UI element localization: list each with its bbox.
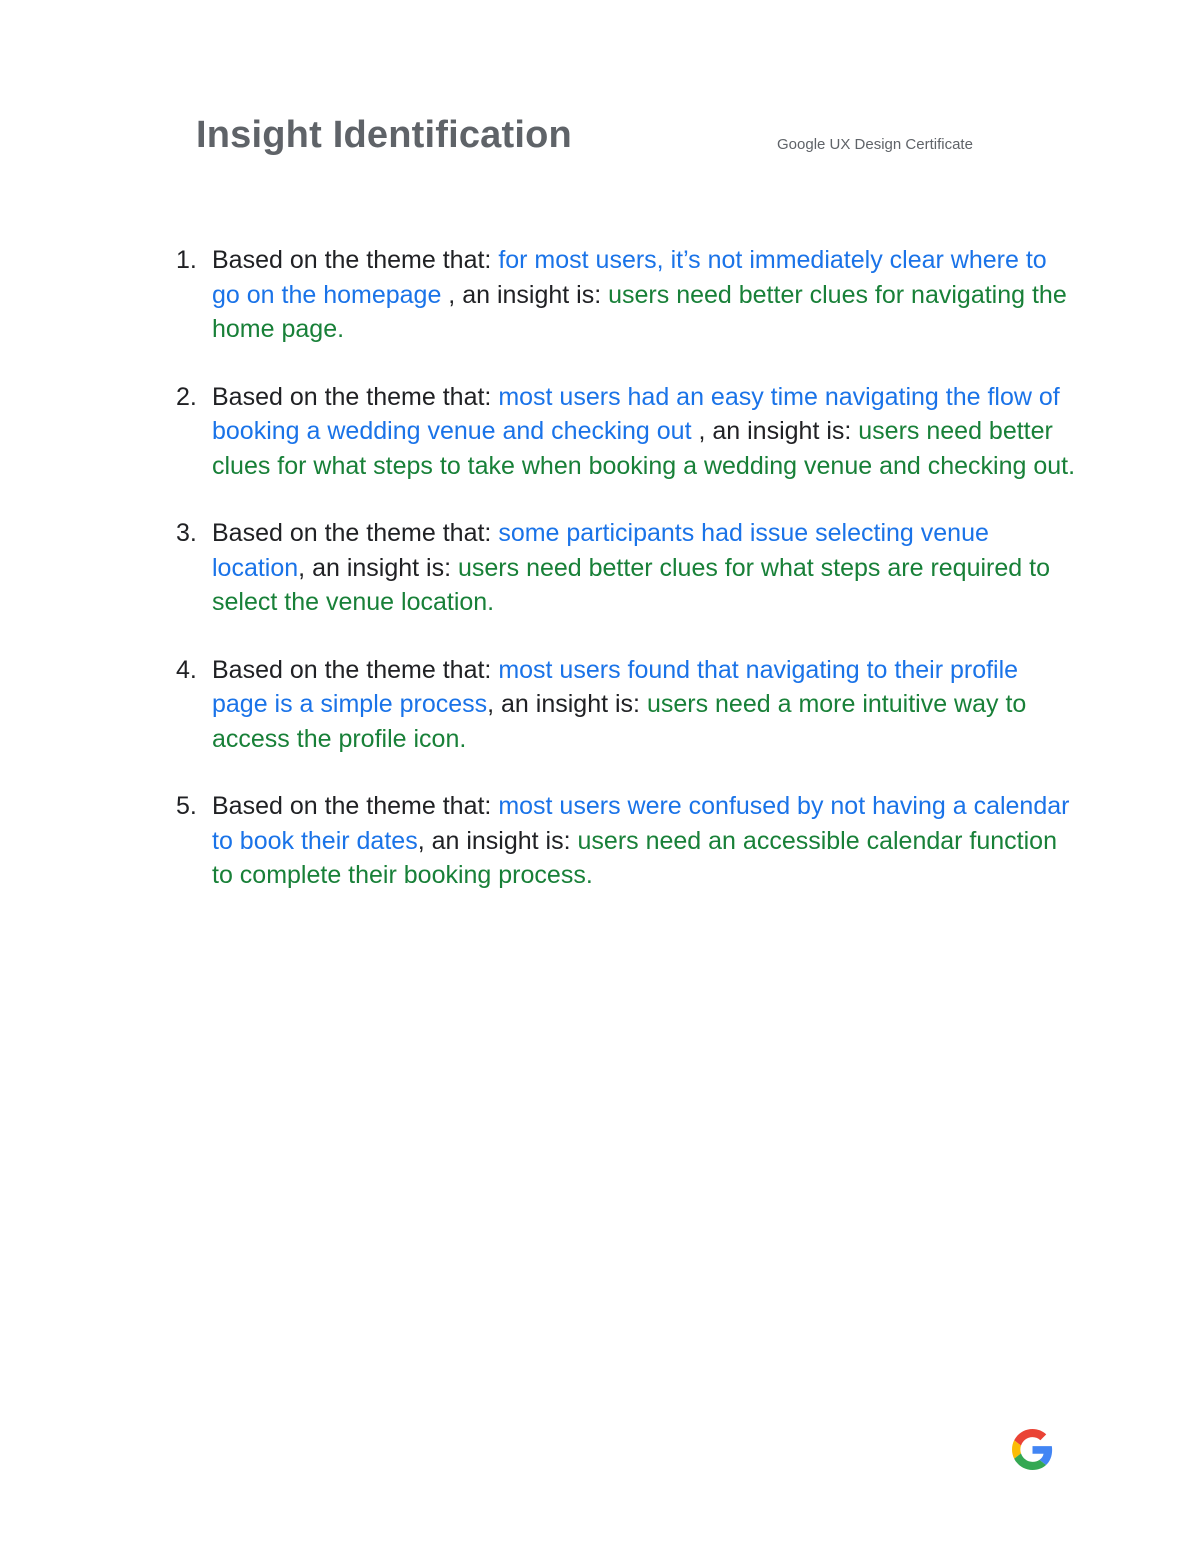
list-item: [176, 653, 1076, 757]
insight-list: [176, 243, 1076, 893]
item-number: 3.: [176, 519, 197, 547]
item-number: 2.: [176, 382, 197, 411]
insight-connector: , an insight is:: [417, 826, 578, 855]
insight-text: users need a more intuitive way to access the profile icon.: [212, 690, 1027, 753]
theme-text: most users found that navigating to their profile page is a simple process: [212, 655, 1019, 718]
item-number: 5.: [176, 792, 197, 820]
theme-text: for most users, it’s not immediately clear where to go on the homepage: [212, 246, 1047, 309]
list-item: [176, 789, 1076, 893]
certificate-label: Google UX Design Certificate: [777, 136, 973, 153]
google-g-logo-icon: [1012, 1429, 1053, 1470]
insight-text: users need better clues for what steps are required to select the venue location.: [212, 553, 1050, 616]
theme-prefix: Based on the theme that:: [212, 519, 499, 547]
insight-text: users need better clues for navigating the home page.: [212, 280, 1067, 343]
list-item: [176, 380, 1076, 484]
list-item: [176, 516, 1076, 620]
theme-prefix: Based on the theme that:: [212, 246, 499, 274]
theme-prefix: Based on the theme that:: [212, 792, 499, 820]
insight-text: users need an accessible calendar function to complete their booking process.: [212, 826, 1057, 889]
theme-text: most users had an easy time navigating the flow of booking a wedding venue and checking out: [212, 382, 1060, 445]
theme-text: most users were confused by not having a calendar to book their dates: [212, 792, 1070, 855]
theme-prefix: Based on the theme that:: [212, 382, 499, 411]
page-title: Insight Identification: [196, 114, 572, 156]
item-number: 1.: [176, 246, 197, 274]
insight-connector: , an insight is:: [441, 280, 609, 309]
insight-connector: , an insight is:: [298, 553, 458, 582]
theme-text: some participants had issue selecting venue location: [212, 519, 989, 582]
theme-prefix: Based on the theme that:: [212, 655, 499, 684]
insight-text: users need better clues for what steps to take when booking a wedding venue and checking out.: [212, 417, 1076, 480]
list-item: [176, 243, 1076, 347]
item-number: 4.: [176, 655, 197, 684]
insight-connector: , an insight is:: [691, 417, 859, 445]
insight-connector: , an insight is:: [487, 690, 647, 718]
